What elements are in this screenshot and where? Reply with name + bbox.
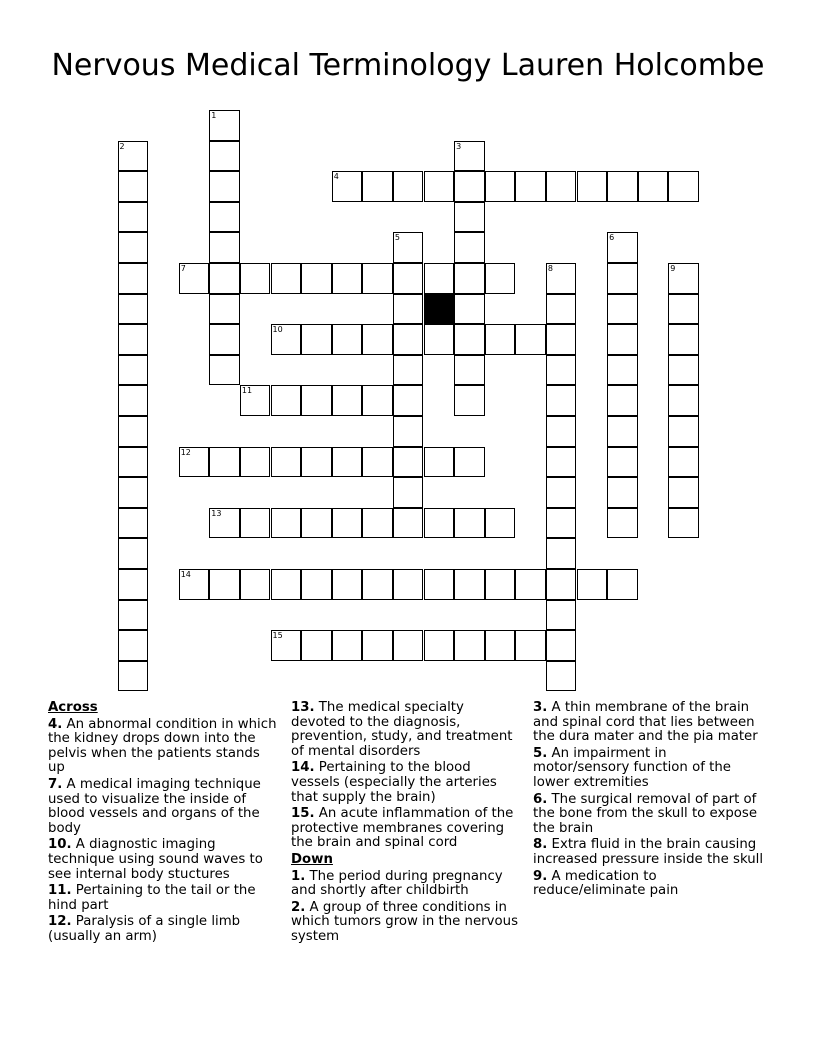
grid-cell[interactable] [485, 324, 516, 355]
grid-cell[interactable] [393, 508, 424, 539]
grid-cell[interactable] [546, 294, 577, 325]
cell-number: 2 [119, 141, 125, 151]
grid-cell[interactable] [424, 263, 455, 294]
clue-down-5: 5. An impairment in motor/sensory function of the lower extremities [533, 745, 731, 790]
grid-cell[interactable] [118, 232, 149, 263]
cell-number: 3 [456, 141, 462, 151]
clues-column-1 [48, 701, 280, 947]
grid-cell[interactable] [301, 630, 332, 661]
grid-cell[interactable] [607, 294, 638, 325]
grid-cell[interactable] [607, 171, 638, 202]
grid-cell[interactable] [515, 630, 546, 661]
grid-cell[interactable] [118, 477, 149, 508]
grid-cell[interactable] [332, 263, 363, 294]
grid-cell[interactable] [668, 416, 699, 447]
grid-cell[interactable] [118, 324, 149, 355]
grid-cell[interactable] [393, 294, 424, 325]
cell-number: 10 [272, 325, 283, 335]
grid-cell[interactable] [454, 232, 485, 263]
grid-cell[interactable] [454, 294, 485, 325]
grid-cell[interactable] [546, 600, 577, 631]
grid-cell[interactable] [271, 263, 302, 294]
grid-cell[interactable] [454, 171, 485, 202]
grid-cell[interactable] [607, 416, 638, 447]
grid-cell[interactable] [607, 508, 638, 539]
grid-cell[interactable] [362, 263, 393, 294]
grid-cell[interactable] [209, 447, 240, 478]
grid-cell[interactable] [179, 447, 210, 478]
grid-cell[interactable] [607, 385, 638, 416]
grid-cell[interactable] [668, 324, 699, 355]
clues-column-2 [291, 701, 521, 947]
grid-cell[interactable] [240, 447, 271, 478]
grid-cell[interactable] [454, 355, 485, 386]
cell-number: 11 [241, 386, 253, 396]
grid-cell[interactable] [179, 569, 210, 600]
grid-cell[interactable] [332, 508, 363, 539]
grid-cell[interactable] [424, 171, 455, 202]
grid-cell[interactable] [118, 600, 149, 631]
grid-cell[interactable] [515, 324, 546, 355]
grid-cell[interactable] [240, 569, 271, 600]
grid-cell[interactable] [668, 477, 699, 508]
grid-cell[interactable] [271, 447, 302, 478]
clue-down-9: 9. A medication to reduce/eliminate pain [533, 868, 679, 899]
grid-cell[interactable] [393, 355, 424, 386]
grid-cell[interactable] [424, 447, 455, 478]
grid-cell[interactable] [362, 171, 393, 202]
grid-cell[interactable] [209, 508, 240, 539]
grid-cell[interactable] [546, 630, 577, 661]
grid-cell[interactable] [240, 508, 271, 539]
cell-number: 15 [272, 631, 283, 641]
cell-number: 12 [180, 447, 191, 457]
grid-cell[interactable] [209, 110, 240, 141]
grid-cell[interactable] [668, 508, 699, 539]
grid-cell[interactable] [546, 355, 577, 386]
grid-cell[interactable] [393, 477, 424, 508]
grid-cell[interactable] [393, 324, 424, 355]
grid-cell[interactable] [240, 385, 271, 416]
grid-cell[interactable] [607, 232, 638, 263]
grid-cell[interactable] [118, 508, 149, 539]
cell-number: 9 [670, 264, 676, 273]
grid-cell[interactable] [209, 232, 240, 263]
grid-cell[interactable] [393, 232, 424, 263]
grid-cell[interactable] [668, 294, 699, 325]
grid-cell[interactable] [209, 202, 240, 233]
grid-cell[interactable] [209, 569, 240, 600]
grid-cell[interactable] [332, 324, 363, 355]
grid-cell[interactable] [638, 171, 669, 202]
clue-across-13: 13. The medical specialty devoted to the diagnosis, prevention, study, and treatment of mental disorders [291, 700, 513, 759]
grid-cell[interactable] [485, 569, 516, 600]
grid-cell[interactable] [118, 538, 149, 569]
grid-cell[interactable] [332, 569, 363, 600]
grid-cell[interactable] [118, 141, 149, 172]
grid-cell[interactable] [332, 171, 363, 202]
grid-cell[interactable] [301, 447, 332, 478]
grid-cell[interactable] [577, 569, 608, 600]
grid-cell[interactable] [393, 171, 424, 202]
grid-cell[interactable] [118, 171, 149, 202]
grid-cell[interactable] [454, 385, 485, 416]
grid-cell[interactable] [393, 569, 424, 600]
puzzle-title: Nervous Medical Terminology Lauren Holcombe [51, 48, 765, 83]
grid-cell[interactable] [393, 385, 424, 416]
grid-cell[interactable] [332, 447, 363, 478]
grid-cell[interactable] [118, 294, 149, 325]
grid-cell[interactable] [209, 294, 240, 325]
clue-down-1: 1. The period during pregnancy and shortly after childbirth [291, 868, 503, 899]
grid-cell[interactable] [546, 569, 577, 600]
clue-across-11: 11. Pertaining to the tail or the hind part [48, 883, 256, 913]
grid-cell[interactable] [271, 508, 302, 539]
grid-cell[interactable] [546, 416, 577, 447]
clue-down-3: 3. A thin membrane of the brain and spinal cord that lies between the dura mater and the pia mater [533, 700, 758, 745]
grid-cell[interactable] [668, 171, 699, 202]
grid-cell[interactable] [577, 171, 608, 202]
grid-cell[interactable] [607, 569, 638, 600]
grid-cell[interactable] [362, 447, 393, 478]
grid-cell[interactable] [607, 355, 638, 386]
clue-across-7: 7. A medical imaging technique used to visualize the inside of blood vessels and organs of the body [48, 776, 261, 836]
grid-cell[interactable] [668, 385, 699, 416]
grid-cell[interactable] [515, 171, 546, 202]
grid-cell[interactable] [118, 447, 149, 478]
grid-cell[interactable] [362, 630, 393, 661]
clues-column-3 [533, 701, 767, 901]
grid-cell[interactable] [271, 630, 302, 661]
grid-cell[interactable] [454, 630, 485, 661]
grid-cell[interactable] [454, 141, 485, 172]
grid-cell[interactable] [301, 508, 332, 539]
grid-cell[interactable] [546, 385, 577, 416]
grid-cell[interactable] [454, 569, 485, 600]
grid-cell[interactable] [209, 355, 240, 386]
cell-number: 13 [211, 508, 222, 518]
clue-across-4: 4. An abnormal condition in which the kidney drops down into the pelvis when the patients stands up [48, 716, 277, 776]
clue-across-15: 15. An acute inflammation of the protective membranes covering the brain and spinal cord [291, 806, 514, 851]
grid-cell[interactable] [301, 569, 332, 600]
grid-cell[interactable] [118, 661, 149, 692]
grid-cell[interactable] [607, 324, 638, 355]
cell-number: 7 [180, 264, 186, 273]
grid-cell[interactable] [209, 141, 240, 172]
grid-cell[interactable] [118, 385, 149, 416]
grid-cell[interactable] [454, 263, 485, 294]
grid-cell[interactable] [485, 171, 516, 202]
cell-number: 8 [547, 264, 553, 273]
grid-cell[interactable] [209, 263, 240, 294]
grid-cell[interactable] [209, 324, 240, 355]
grid-cell[interactable] [424, 324, 455, 355]
grid-cell[interactable] [301, 263, 332, 294]
grid-cell[interactable] [668, 355, 699, 386]
grid-cell[interactable] [118, 202, 149, 233]
grid-cell[interactable] [546, 171, 577, 202]
grid-cell[interactable] [424, 508, 455, 539]
cell-number: 1 [211, 111, 217, 120]
cell-number: 6 [609, 233, 615, 243]
clue-across-10: 10. A diagnostic imaging technique using sound waves to see internal body stuctures [48, 837, 263, 882]
grid-cell[interactable] [118, 263, 149, 294]
grid-cell[interactable] [607, 263, 638, 294]
clue-across-12: 12. Paralysis of a single limb (usually an arm) [48, 914, 241, 944]
clue-down-6: 6. The surgical removal of part of the bone from the skull to expose the brain [533, 791, 758, 836]
grid-cell[interactable] [118, 416, 149, 447]
grid-cell[interactable] [515, 569, 546, 600]
clue-across-14: 14. Pertaining to the blood vessels (especially the arteries that supply the brain) [291, 760, 497, 805]
grid-cell[interactable] [332, 630, 363, 661]
grid-cell[interactable] [546, 661, 577, 692]
grid-cell[interactable] [393, 447, 424, 478]
grid-cell[interactable] [454, 324, 485, 355]
grid-cell[interactable] [362, 385, 393, 416]
grid-cell[interactable] [546, 447, 577, 478]
grid-cell[interactable] [393, 416, 424, 447]
clue-down-8: 8. Extra fluid in the brain causing increased pressure inside the skull [533, 837, 764, 867]
grid-cell[interactable] [240, 263, 271, 294]
grid-cell[interactable] [393, 630, 424, 661]
grid-cell[interactable] [118, 355, 149, 386]
grid-cell[interactable] [424, 630, 455, 661]
grid-cell[interactable] [668, 263, 699, 294]
cell-number: 14 [180, 570, 191, 579]
grid-cell[interactable] [454, 508, 485, 539]
blocked-cell [424, 294, 455, 325]
cell-number: 4 [333, 172, 339, 182]
grid-cell[interactable] [485, 630, 516, 661]
grid-cell[interactable] [424, 569, 455, 600]
grid-cell[interactable] [607, 477, 638, 508]
grid-cell[interactable] [301, 385, 332, 416]
grid-cell[interactable] [485, 263, 516, 294]
grid-cell[interactable] [546, 538, 577, 569]
grid-cell[interactable] [546, 263, 577, 294]
grid-cell[interactable] [271, 385, 302, 416]
grid-cell[interactable] [301, 324, 332, 355]
grid-cell[interactable] [362, 569, 393, 600]
grid-cell[interactable] [118, 630, 149, 661]
grid-cell[interactable] [271, 324, 302, 355]
grid-cell[interactable] [546, 324, 577, 355]
grid-cell[interactable] [393, 263, 424, 294]
grid-cell[interactable] [362, 508, 393, 539]
grid-cell[interactable] [546, 508, 577, 539]
grid-cell[interactable] [485, 508, 516, 539]
grid-cell[interactable] [118, 569, 149, 600]
grid-cell[interactable] [271, 569, 302, 600]
grid-cell[interactable] [362, 324, 393, 355]
grid-cell[interactable] [454, 447, 485, 478]
clue-down-2: 2. A group of three conditions in which tumors grow in the nervous system [291, 899, 518, 944]
cell-number: 5 [394, 233, 400, 243]
grid-cell[interactable] [332, 385, 363, 416]
grid-cell[interactable] [607, 447, 638, 478]
grid-cell[interactable] [546, 477, 577, 508]
grid-cell[interactable] [209, 171, 240, 202]
down-header: Down [291, 851, 333, 867]
grid-cell[interactable] [179, 263, 210, 294]
grid-cell[interactable] [454, 202, 485, 233]
across-header: Across [48, 700, 98, 715]
grid-cell[interactable] [668, 447, 699, 478]
